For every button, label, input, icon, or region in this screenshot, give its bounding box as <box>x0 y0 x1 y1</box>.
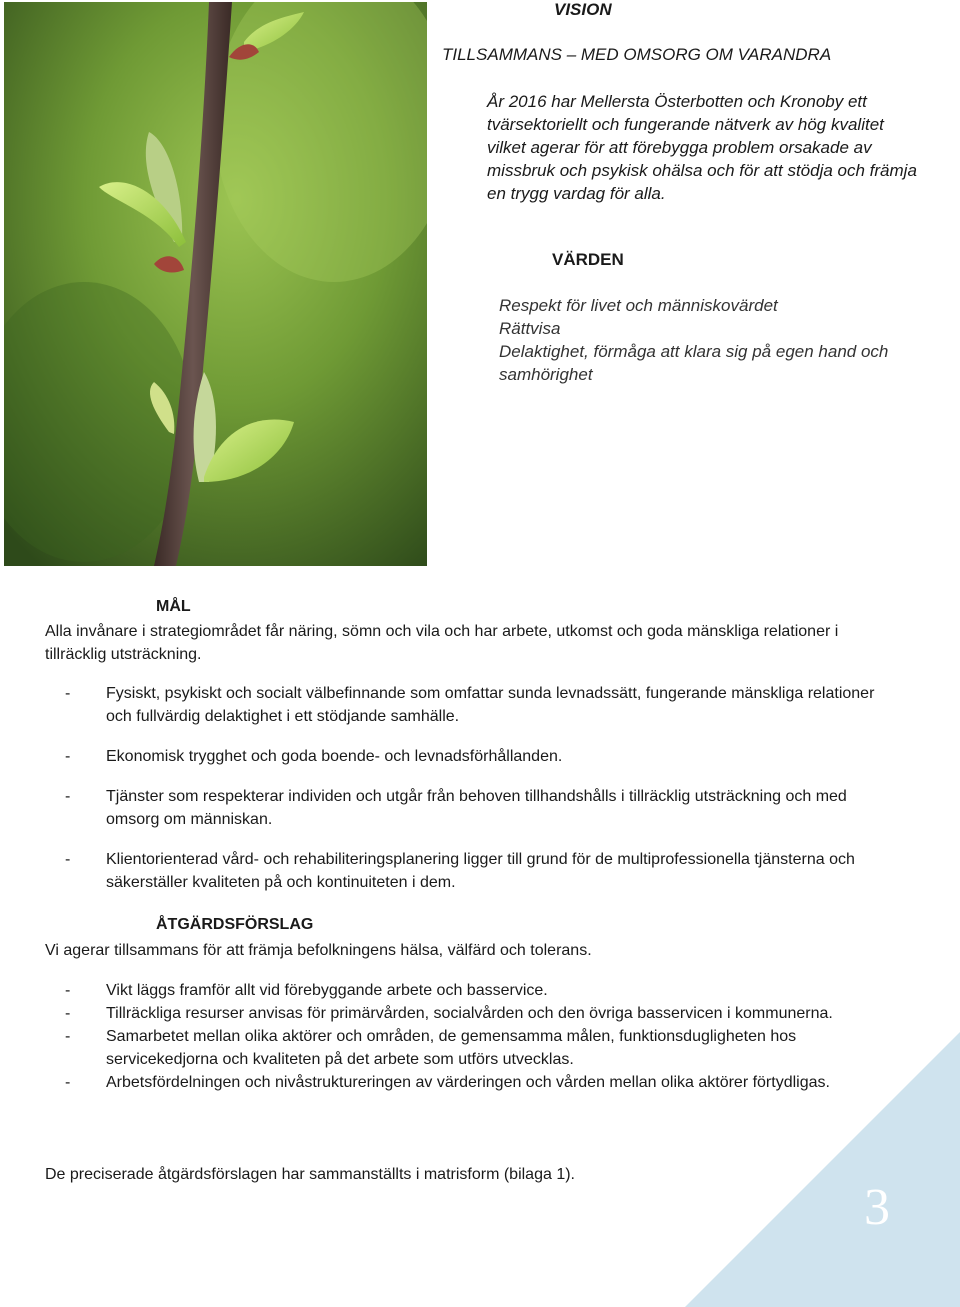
action-item: - Arbetsfördelningen och nivåstruktureringen av värderingen och vården mellan olika aktörer förtydligas. <box>45 1071 875 1094</box>
goal-intro: Alla invånare i strategiområdet får näring, sömn och vila och har arbete, utkomst och goda mänskliga relationer i tillräcklig utsträckning. <box>45 623 839 663</box>
actions-intro: Vi agerar tillsammans för att främja befolkningens hälsa, välfärd och tolerans. <box>45 942 592 959</box>
goal-item: - Tjänster som respekterar individen och utgår från behoven tillhandshålls i tillräcklig utsträckning och med omsorg om människan. <box>45 785 875 831</box>
values-list <box>499 294 919 386</box>
values-item: Respekt för livet och människovärdet <box>499 296 778 315</box>
values-item: Delaktighet, förmåga att klara sig på egen hand och samhörighet <box>499 342 889 384</box>
goal-item: - Klientorienterad vård- och rehabiliteringsplanering ligger till grund för de multiprofessionella tjänsterna och säkerställer kvaliteten på och kontinuiteten i dem. <box>45 848 875 894</box>
goal-item: - Fysiskt, psykiskt och socialt välbefinnande som omfattar sunda levnadssätt, fungerande mänskliga relationer och fullvärdig delaktighet i ett stödjande samhälle. <box>45 682 875 728</box>
values-heading: VÄRDEN <box>552 250 624 269</box>
page-number: 3 <box>864 1179 890 1236</box>
vision-subtitle: TILLSAMMANS – MED OMSORG OM VARANDRA <box>442 45 832 64</box>
corner-triangle-decoration <box>685 1032 960 1307</box>
goal-heading: MÅL <box>156 598 191 615</box>
values-item: Rättvisa <box>499 319 561 338</box>
goal-list <box>45 682 875 911</box>
goal-item: - Ekonomisk trygghet och goda boende- och levnadsförhållanden. <box>45 745 875 768</box>
branch-photo <box>4 2 427 566</box>
action-item: - Tillräckliga resurser anvisas för primärvården, socialvården och den övriga basservicen i kommunerna. <box>45 1002 875 1025</box>
actions-closing: De preciserade åtgärdsförslagen har sammanställts i matrisform (bilaga 1). <box>45 1166 575 1183</box>
action-item: - Vikt läggs framför allt vid förebyggande arbete och basservice. <box>45 979 875 1002</box>
vision-heading: VISION <box>554 0 612 19</box>
action-item: - Samarbetet mellan olika aktörer och områden, de gemensamma målen, funktionsdugligheten hos servicekedjorna och kvaliteten på det arbete som utförs utvecklas. <box>45 1025 875 1071</box>
actions-heading: ÅTGÄRDSFÖRSLAG <box>156 916 314 933</box>
vision-text: År 2016 har Mellersta Österbotten och Kronoby ett tvärsektoriellt och fungerande nätverk av hög kvalitet vilket agerar för att förebygga problem orsakade av missbruk och psykisk ohälsa och för att stödja och främja en trygg vardag för alla. <box>487 92 917 203</box>
